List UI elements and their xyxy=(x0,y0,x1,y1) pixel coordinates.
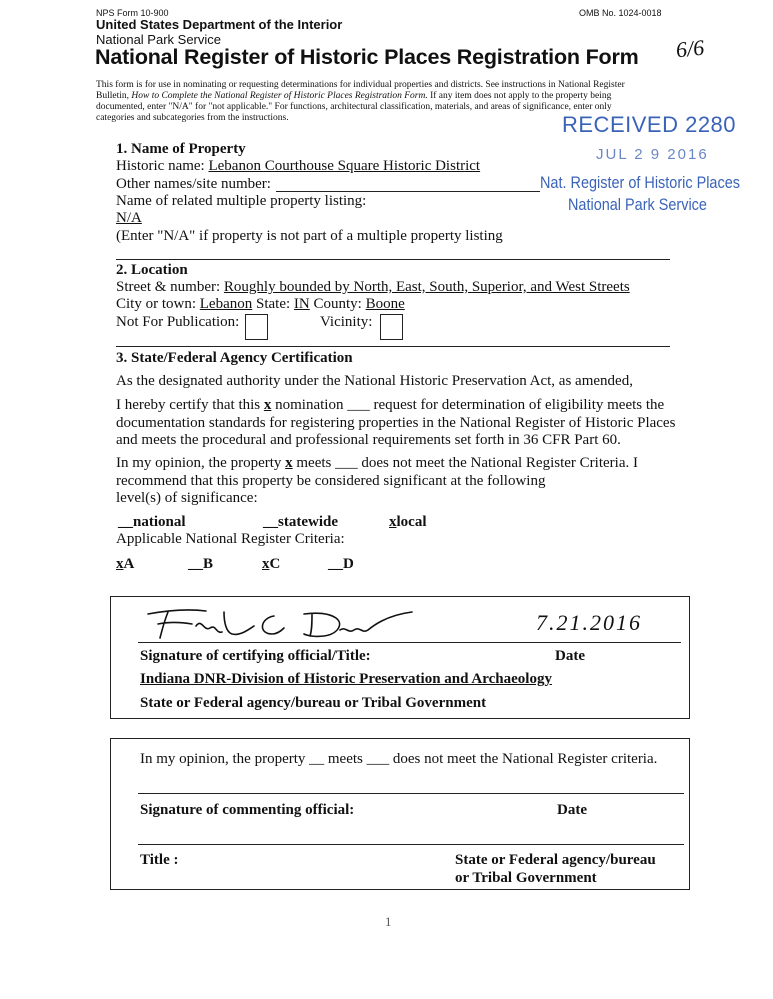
multiple-listing-label: Name of related multiple property listing: xyxy=(116,193,367,209)
publication-label: Not For Publication: xyxy=(116,314,240,330)
commenting-agency-label-2: or Tribal Government xyxy=(455,870,597,886)
commenting-signature-label: Signature of commenting official: xyxy=(140,802,355,818)
commenting-meets-mark: __ xyxy=(309,751,325,767)
section3-heading: 3. State/Federal Agency Certification xyxy=(116,350,353,366)
section2-heading: 2. Location xyxy=(116,262,188,278)
state-value: IN xyxy=(293,296,310,312)
historic-name-label: Historic name: xyxy=(116,158,205,174)
county-value: Boone xyxy=(365,296,405,312)
commenting-title-line xyxy=(138,844,684,845)
vicinity-checkbox[interactable] xyxy=(380,314,403,340)
street-label: Street & number: xyxy=(116,279,221,295)
commenting-title-label: Title : xyxy=(140,852,179,868)
criteria-d: __D xyxy=(328,556,354,572)
street-row xyxy=(116,279,630,296)
historic-name-row xyxy=(116,158,480,175)
section-divider xyxy=(116,346,670,347)
page-title: National Register of Historic Places Registration Form xyxy=(95,45,639,69)
multiple-listing-note: (Enter "N/A" if property is not part of a multiple property listing xyxy=(116,228,503,244)
received-date-stamp: JUL 2 9 2016 xyxy=(596,146,709,163)
section1-heading: 1. Name of Property xyxy=(116,141,246,157)
state-label: State: xyxy=(256,296,291,312)
level-statewide: __statewide xyxy=(263,514,338,530)
register-stamp: Nat. Register of Historic Places xyxy=(540,173,740,192)
certifying-signature-label: Signature of certifying official/Title: xyxy=(140,648,371,664)
certification-statement: I hereby certify that this x nomination ___ request for determination of eligibility meets the documentation standards for registering properties in the National Register of Historic Places and meets the procedural and professional requirements set forth in 36 CFR Part 60. xyxy=(116,397,676,448)
level-national: __national xyxy=(118,514,186,530)
nomination-mark: x xyxy=(263,397,272,413)
commenting-agency-label-1: State or Federal agency/bureau xyxy=(455,852,656,868)
commenting-opinion: In my opinion, the property __ meets ___ does not meet the National Register criteria. xyxy=(140,751,658,767)
certifying-date-label: Date xyxy=(555,648,585,664)
request-mark: ___ xyxy=(347,397,370,413)
commenting-not-meet-mark: ___ xyxy=(366,751,390,767)
county-label: County: xyxy=(313,296,362,312)
signature-date: 7.21.2016 xyxy=(536,610,642,635)
handwritten-page-count: 6/6 xyxy=(674,34,706,63)
criteria-a: xA xyxy=(116,556,135,572)
service: National Park Service xyxy=(96,32,221,47)
page-number: 1 xyxy=(385,914,392,929)
does-not-meet-mark: ___ xyxy=(335,455,358,471)
other-names-label: Other names/site number: xyxy=(116,176,271,192)
signature-line xyxy=(138,642,681,643)
historic-name-value: Lebanon Courthouse Square Historic District xyxy=(208,158,481,174)
certification-intro: As the designated authority under the National Historic Preservation Act, as amended, xyxy=(116,373,633,389)
department: United States Department of the Interior xyxy=(96,17,343,32)
city-value: Lebanon xyxy=(199,296,253,312)
section-divider xyxy=(116,259,670,260)
level-local: xlocal xyxy=(389,514,427,530)
omb-number: OMB No. 1024-0018 xyxy=(579,8,662,18)
form-number: NPS Form 10-900 xyxy=(96,8,169,18)
instructions: This form is for use in nominating or requesting determinations for individual properties and districts. See instructions in National Register Bulletin, How to Complete the National Register of Historic Places Registration Form. If any item does not apply to the property being documented, enter "N/A" for "not applicable." For functions, architectural classification, materials, and areas of significance, enter only categories and subcategories from the instructions. xyxy=(96,80,625,123)
other-names-line xyxy=(276,191,540,192)
multiple-listing-value: N/A xyxy=(116,210,142,226)
criteria-c: xC xyxy=(262,556,281,572)
vicinity-label: Vicinity: xyxy=(320,314,373,330)
agency-label: State or Federal agency/bureau or Tribal Government xyxy=(140,695,487,711)
city-row xyxy=(116,296,405,313)
commenting-signature-line xyxy=(138,793,684,794)
street-value: Roughly bounded by North, East, South, Superior, and West Streets xyxy=(223,279,630,295)
opinion-statement: In my opinion, the property x meets ___ does not meet the National Register Criteria. I recommend that this property be considered significant at the following level(s) of significance: xyxy=(116,455,638,506)
criteria-label: Applicable National Register Criteria: xyxy=(116,531,345,547)
meets-mark: x xyxy=(285,455,293,471)
commenting-date-label: Date xyxy=(557,802,587,818)
handwritten-signature xyxy=(140,600,430,646)
agency-name: Indiana DNR-Division of Historic Preservation and Archaeology xyxy=(140,671,552,687)
park-service-stamp: National Park Service xyxy=(568,195,707,214)
publication-checkbox[interactable] xyxy=(245,314,268,340)
received-stamp: RECEIVED 2280 xyxy=(562,112,737,137)
criteria-b: __B xyxy=(188,556,214,572)
city-label: City or town: xyxy=(116,296,197,312)
